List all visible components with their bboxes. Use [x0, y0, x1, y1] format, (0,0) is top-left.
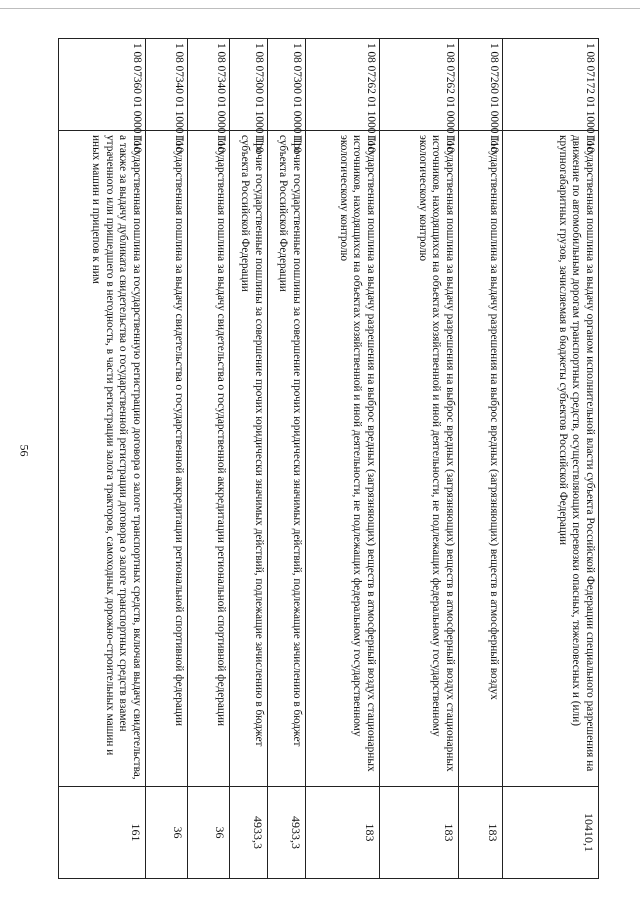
fee-description: Государственная пошлина за выдачу свидетельства о государственной аккредитации региональной спортивной федерации [188, 131, 230, 787]
table-row [59, 39, 146, 879]
fee-description: Государственная пошлина за государственную регистрацию договора о залоге транспортных средств, включая выдачу свидетельства, а также за выдачу дубликата свидетельства о государственной регистрации договора о залоге транспортных средств взамен утраченного или пришедшего в негодность, в части регистрации залога тракторов, самоходных дорожно-строительных машин и иных машин и прицепов к ним [59, 131, 146, 787]
fees-table [58, 38, 599, 879]
budget-code: 1 08 07262 01 1000 110 [306, 39, 380, 131]
table-row [230, 39, 268, 879]
page-number: 56 [17, 444, 32, 457]
budget-code: 1 08 07300 01 1000 110 [230, 39, 268, 131]
fee-amount: 10410,1 [503, 787, 599, 879]
fee-description: Государственная пошлина за выдачу разрешения на выброс вредных (загрязняющих) веществ в атмосферный воздух стационарных источников, находящихся на объектах хозяйственной и иной деятельности, не подлежащих федеральному государственному экологическому контролю [306, 131, 380, 787]
rotated-table-container [59, 38, 599, 878]
fee-amount: 183 [380, 787, 459, 879]
fee-amount: 183 [459, 787, 503, 879]
fee-amount: 4933,3 [268, 787, 306, 879]
table-row [268, 39, 306, 879]
table-row [146, 39, 188, 879]
table-row [459, 39, 503, 879]
scan-top-line [0, 8, 640, 9]
budget-code: 1 08 07172 01 1000 110 [503, 39, 599, 131]
budget-code: 1 08 07260 01 0000 110 [459, 39, 503, 131]
table-row [380, 39, 459, 879]
fee-description: Государственная пошлина за выдачу органом исполнительной власти субъекта Российской Федерации специального разрешения на движение по автомобильным дорогам транспортных средств, осуществляющих перевозки опасных, тяжеловесных и (или) крупногабаритных грузов, зачисляемая в бюджеты субъектов Российской Федерации [503, 131, 599, 787]
fee-description: Прочие государственные пошлины за совершение прочих юридически значимых действий, подлежащие зачислению в бюджет субъекта Российской Федерации [230, 131, 268, 787]
fee-description: Государственная пошлина за выдачу разрешения на выброс вредных (загрязняющих) веществ в атмосферный воздух [459, 131, 503, 787]
fee-description: Государственная пошлина за выдачу разрешения на выброс вредных (загрязняющих) веществ в атмосферный воздух стационарных источников, находящихся на объектах хозяйственной и иной деятельности, не подлежащих федеральному государственному экологическому контролю [380, 131, 459, 787]
budget-code: 1 08 07340 01 1000 110 [146, 39, 188, 131]
fee-amount: 36 [146, 787, 188, 879]
fee-amount: 161 [59, 787, 146, 879]
fee-description: Государственная пошлина за выдачу свидетельства о государственной аккредитации региональной спортивной федерации [146, 131, 188, 787]
budget-code: 1 08 07262 01 0000 110 [380, 39, 459, 131]
table-row [306, 39, 380, 879]
fee-amount: 4933,3 [230, 787, 268, 879]
budget-code: 1 08 07360 01 0000 110 [59, 39, 146, 131]
budget-code: 1 08 07340 01 0000 110 [188, 39, 230, 131]
table-row [503, 39, 599, 879]
fee-amount: 36 [188, 787, 230, 879]
budget-code: 1 08 07300 01 0000 110 [268, 39, 306, 131]
fee-description: Прочие государственные пошлины за совершение прочих юридически значимых действий, подлежащие зачислению в бюджет субъекта Российской Федерации [268, 131, 306, 787]
table-row [188, 39, 230, 879]
fee-amount: 183 [306, 787, 380, 879]
